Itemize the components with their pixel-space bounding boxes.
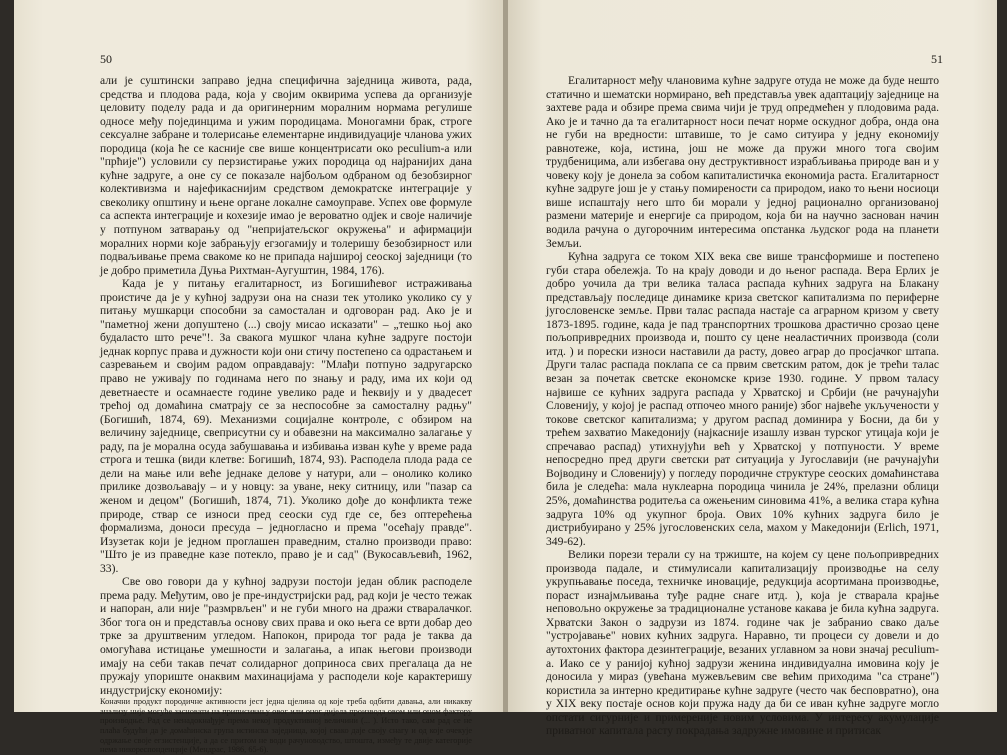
right-page (508, 0, 997, 738)
paragraph: Кућна задруга се током XIX века све више трансформише и постепено губи стара обележја. То на крају доводи и до њеног распада. Вера Ерлих је добро уочила да три велика таласа распада кућних задруга на Блакану представљају последице динамике криза светског капитализма по периферне југословенске земље. Први талас распада настаје са аграрном кризом у свету 1873-1895. године, када је пад транспортних трошкова драстично срозао цене пољопривредних производа и, пошто су цене неаластичних производа (соли итд. ) и порески износи наставили да расту, довео аграр до просјачког штапа. Други талас распада поклапа се са првим светским ратом, док је трећи талас везан за почетак светске економске кризе 1930. године. У првом таласу највише се кућних задруга распада у Хрватској и Србији (не рачунајући Словенију, у којој је распад отпочео много раније) због највеће укључености у токове светског капитализма; у другом распад доминира у Босни, да би у трећем захватио Македонију (најкасније изашлу изван турског утицаја који је спречавао распад) утихнујући већ у Хрватској у потпуности. У време непосредно пред други светски рат ситуација у Југославији (не рачунајући Војводину и Словенију) у погледу породичне структуре сеоских домаћинстава била је следећа: мала нуклеарна породица чинила је 24%, прелазни облици 25%, домаћинства родитеља са ожењеним синовима 41%, а велика стара кућна задруга 10% од укупног броја. Ових 10% кућних задруга било је дистрибуирано у 25% југословенских села, махом у Македонији (Erlich, 1971, 349-62). (546, 250, 939, 548)
footnote: Коначни продукт породичне активности јест једна цјелина од које треба одбити давања, али никакву анализу није могуће засновати на приписивању овог или оног дијела производа овом или оном фактору производње. Рад се ненадокнађује према некој продуктивној величини (... ). Исто тако, сам рад се не плаћа будући да је домаћинска група истинска заједница, којој свако даје своју снагу и од које очекује одржање својe егзистенције, а да се притом не води рачуноводство, штошта, између те двије категорије нема никорeспонденције (Мендрас, 1986, 65-6). (100, 697, 472, 755)
page-number-left: 50 (100, 52, 112, 66)
right-page-body (546, 74, 939, 738)
left-page (14, 0, 504, 755)
paragraph: али је суштински заправо једна специфична заједница живота, рада, средства и плодова рада, која у своjим оквирима успева да организује целовиту поделу рада и да оригинерним моралним нормама регулише односе међу појединцима и ужим породицама. Моногамни брак, строге сексуалне забране и толерисање елементарне индивидуације чланова ужих породица (која ће се касније све више концентрисати око peculium-a или "прћије") условили су перзистирање ужих породица од најранијих дана кућне задруге, а оне су се показале најбољом одбраном од безобзирног колективизма и најефикаснијим средством демократске интеграције у свеколику општину и њене органе локалне самоуправе. Успех ове формуле са аспекта интеграције и кохезије имао је вероватно одјек и своје наличије у потпуном затварању од "непријатељског окружења" и афирмацији моралних норми које забрањују егзогамију и толеришу безобзирност или подваљивање према свакоме ко не припада најширој сеоској заједници (то је добро приметила Дуња Рихтман-Аугуштин, 1984, 176). (100, 74, 472, 277)
paragraph: Егалитарност међу члановима кућне задруге отуда не може да буде нешто статично и шематски нормирано, већ представља увек адаптацију заједнице на захтеве рада и обзире према свима чији је труд опредмећен у плодовима рада. Ако је и тачно да та егалитарност носи печат норме оскудног добра, онда она не губи на вредности: штавише, то је само ситуира у једну економију равнотеже, која, истина, још не може да пружи много тога својим трудбеницима, али избегава ону деструктивност израбљивања природе ван и у човеку коју је донела за собом капиталистичка економија раста. Егалитарност кућне задруге још је у стању помирености са природом, иако то њени носиоци више испаштају него што би морали у једној рационално организованој размени материје и енергије са природом, која би на научно заснован начин водила рачуна о дугорочним интересима опстанка људског рода на планети Земљи. (546, 74, 939, 250)
paragraph: Велики порези терали су на тржиште, на којем су цене пољопривредних производа падале, и стимулисали капитализацију производње на селу укрупњавање поседа, техничке иновације, редукција асортимана производње, пораст изнајмљивања туђе радне снаге итд. ), која је стварала крајње неповољно окружење за традиционалне установе какава је била кућна задруга. Хрватски Закон о задрузи из 1874. године чак је забранио свако даље "устројавање" нових кућних задруга. Наравно, ти процеси су довели и до аутохтоних фактора дезинтеграције, везаних углавном за нови значај peculium-a. Иако се у ранијој кућној задрузи женина индивидуална имовина коју је доносила у мираз (увећана мужевљевим све већим приходима "са стране") користила за интерно кредитирање кућне задруге (често чак бесповратно), она у XIX веку постаје основ који пружа наду да би се иван кућне задруге могло опстати сигурније и примереније новим условима. У интересу акумулације приватног капитала расту покрадања задружне имовине и притисак (546, 548, 939, 738)
paragraph: Све ово говори да у кућној задрузи постоји један облик расподеле према раду. Међутим, ово је пре-индустријски рад, рад који је често тежак и напоран, али није "размрвљен" и не губи много на дражи стваралачког. Због тога он и представља основу свих права и око њега се врти добар део трке за друштвеним угледом. Напокон, природа тог рада је таква да омогућава истицање умешности и залагања, а ипак његови производи имају на себи такав печат солидарног доприноса свих прегалаца да не пружају упориште онаквим махинацијама у расподели које карактеришу индустријску економију: (100, 575, 472, 697)
left-page-body (100, 74, 472, 755)
page-number-right: 51 (931, 52, 943, 66)
paragraph: Када је у питању егалитарност, из Богишићевог истраживања проистиче да је у кућној задрузи она на снази тек утолико уколико су у питању мушкарци способни за самосталан и одговоран рад. Ако је и "паметној жени допуштено (...) своју мисао исказати" – „тешко њој ако будаласто што рече"!. За свакога мушког члана кућне задруге постоји једнак корпус права и дужности који они стичу постепено са одрастањем и сазревањем и својим радом оправдавају: "Млађи потпуно задругарско право не уживају по годинама него по знању и раду, има их који од деветнаесте и осамнаесте године увелико раде и ћеквију и у двадесет трећој од домаћина сматрају се за неспособне за самосталну радњу" (Богишић, 1874, 69). Механизми социјалне контроле, с обзиром на величину заједнице, свеприсутни су и обавезни на максимално залагање у раду, па је морална осуда забушавања и избивања изван куће у време рада строга и тешка (види клетве: Богишић, 1874, 93). Расподела плода рада се дели на мање или веће једнаке делове у натури, али – онолико колико прилике дозвољавају – и у новцу: за уване, неку ситницу, или "пазар са женом и децом" (Богишић, 1874, 71). Уколико дође до конфликта теже природе, ствар се износи пред сеоски суд где се, без оптерећења формализма, доноси пресуда – једногласно и према "осећају правде". Изузетак који је једном проглашен праведним, стално производи право: "Што је из праведне казе потекло, право је и сад" (Вукосављевић, 1962, 33). (100, 277, 472, 575)
